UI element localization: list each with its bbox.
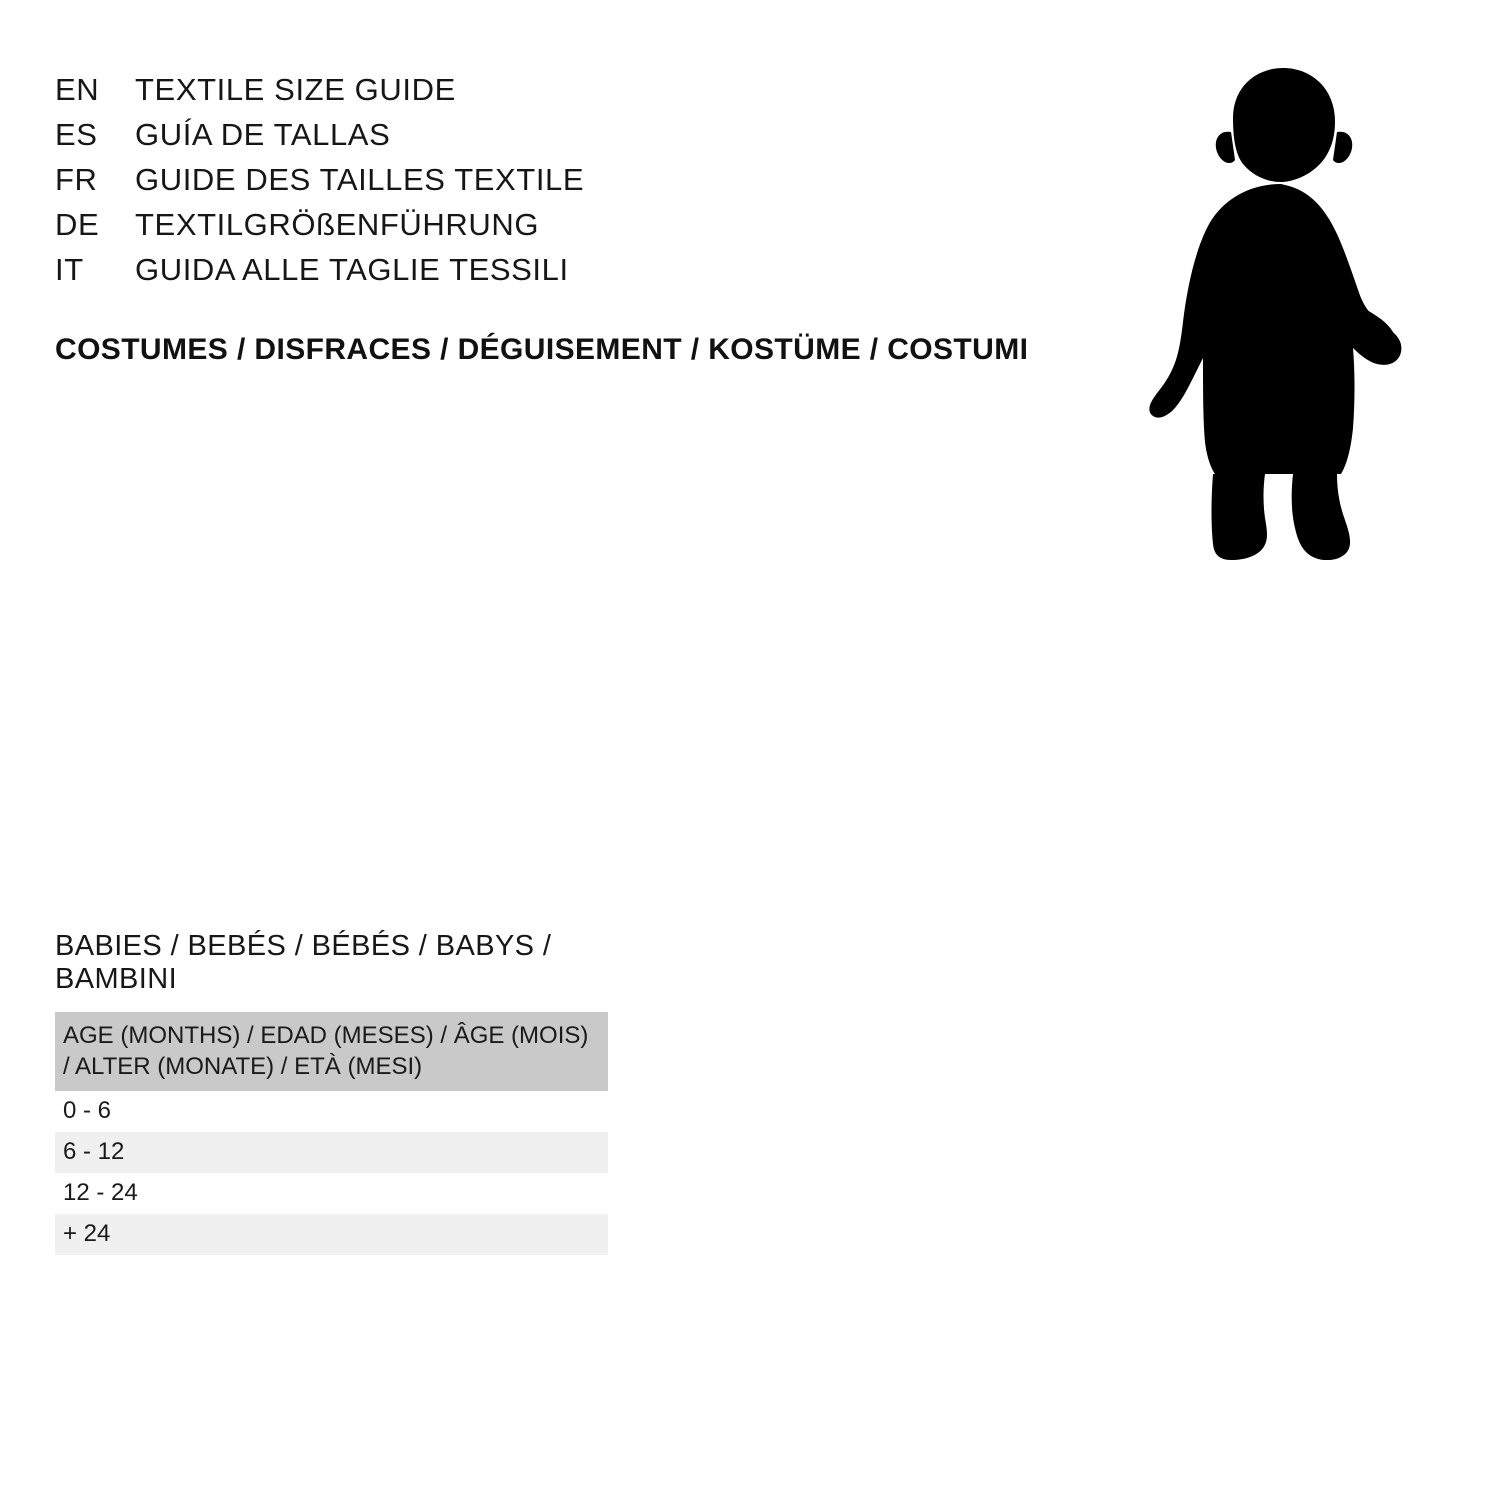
language-row-es [55, 117, 1005, 162]
language-text-it: GUIDA ALLE TAGLIE TESSILI [135, 252, 569, 287]
table-row [55, 1132, 608, 1173]
column-header-age: AGE (MONTHS) / EDAD (MESES) / ÂGE (MOIS) / ALTER (MONATE) / ETÀ (MESI) [55, 1012, 608, 1091]
size-table [55, 1012, 608, 1255]
language-title-list [55, 72, 1005, 297]
cell-age-range: 12 - 24 [55, 1173, 608, 1214]
size-table-section [55, 930, 615, 1255]
table-row [55, 1173, 608, 1214]
language-code-it: IT [55, 252, 84, 287]
table-row [55, 1091, 608, 1132]
language-code-es: ES [55, 117, 98, 152]
language-row-it [55, 252, 1005, 297]
table-row [55, 1214, 608, 1255]
language-code-en: EN [55, 72, 100, 107]
cell-age-range: 6 - 12 [55, 1132, 608, 1173]
language-code-fr: FR [55, 162, 98, 197]
language-text-es: GUÍA DE TALLAS [135, 117, 391, 152]
language-row-fr [55, 162, 1005, 207]
category-heading: COSTUMES / DISFRACES / DÉGUISEMENT / KOSTÜME / COSTUMI [55, 333, 1029, 366]
toddler-silhouette-icon [1085, 60, 1465, 560]
language-text-en: TEXTILE SIZE GUIDE [135, 72, 456, 107]
cell-age-range: 0 - 6 [55, 1091, 608, 1132]
table-header-row [55, 1012, 608, 1091]
size-table-title: BABIES / BEBÉS / BÉBÉS / BABYS / BAMBINI [55, 930, 552, 995]
language-text-de: TEXTILGRÖßENFÜHRUNG [135, 207, 540, 242]
language-text-fr: GUIDE DES TAILLES TEXTILE [135, 162, 585, 197]
language-code-de: DE [55, 207, 100, 242]
language-row-en [55, 72, 1005, 117]
language-row-de [55, 207, 1005, 252]
cell-age-range: + 24 [55, 1214, 608, 1255]
